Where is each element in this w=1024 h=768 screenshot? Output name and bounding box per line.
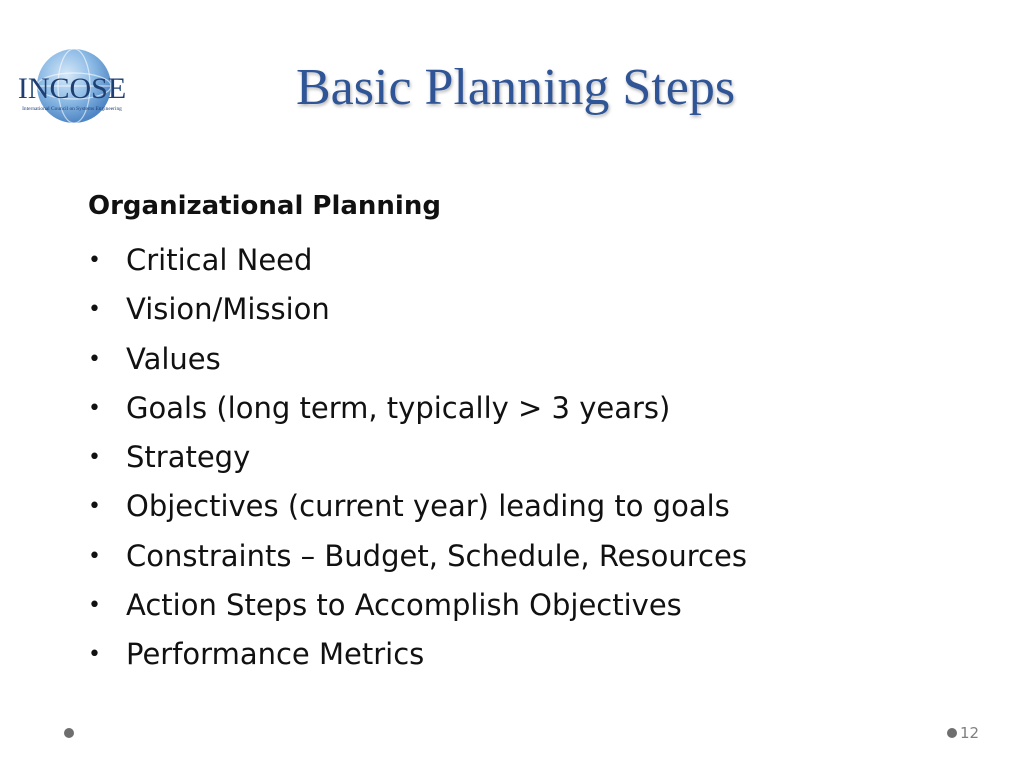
list-item: [88, 581, 988, 630]
list-item: [88, 285, 988, 334]
bullet-icon: •: [88, 346, 101, 372]
list-item: [88, 384, 988, 433]
incose-logo: [8, 48, 136, 126]
footer-dot-left: [64, 728, 74, 738]
list-item: [88, 630, 988, 679]
bullet-icon: •: [88, 297, 101, 323]
logo-tagline: International Council on Systems Engineering: [22, 106, 122, 112]
slide-title: Basic Planning Steps: [296, 59, 736, 116]
section-heading: Organizational Planning: [88, 191, 441, 221]
bullet-icon: •: [88, 543, 101, 569]
bullet-list: [88, 236, 988, 680]
bullet-text: Objectives (current year) leading to goals: [126, 489, 730, 524]
bullet-icon: •: [88, 642, 101, 668]
bullet-text: Performance Metrics: [126, 637, 425, 672]
bullet-text: Action Steps to Accomplish Objectives: [126, 588, 682, 623]
list-item: [88, 433, 988, 482]
bullet-text: Constraints – Budget, Schedule, Resources: [126, 538, 747, 573]
bullet-icon: •: [88, 248, 101, 273]
list-item: [88, 335, 988, 384]
bullet-text: Vision/Mission: [126, 292, 330, 327]
bullet-text: Strategy: [126, 440, 251, 475]
bullet-icon: •: [88, 494, 101, 520]
bullet-text: Values: [126, 341, 221, 376]
page-number: 12: [960, 724, 980, 742]
bullet-text: Critical Need: [126, 243, 313, 277]
footer-dot-right: [947, 728, 957, 738]
bullet-icon: •: [88, 445, 101, 471]
list-item: [88, 482, 988, 531]
bullet-text: Goals (long term, typically > 3 years): [126, 390, 671, 425]
list-item: [88, 532, 988, 581]
logo-wordmark: INCOSE: [17, 72, 127, 105]
bullet-icon: •: [88, 593, 101, 619]
list-item: [88, 236, 988, 285]
bullet-icon: •: [88, 395, 101, 421]
slide-content: [88, 186, 988, 680]
